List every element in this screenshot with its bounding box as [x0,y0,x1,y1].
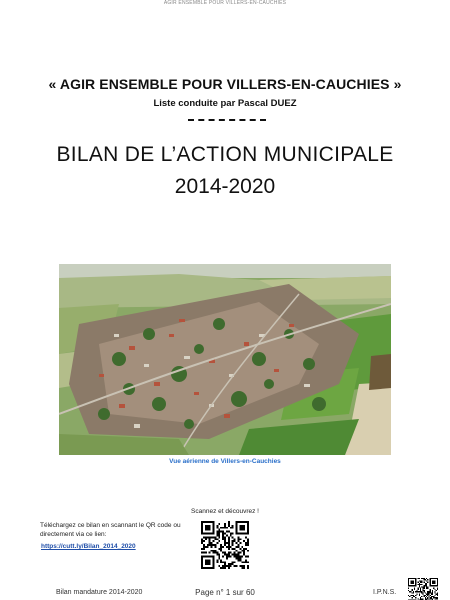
aerial-photo [59,264,391,455]
list-subtitle: Liste conduite par Pascal DUEZ [153,98,297,109]
footer-mandate: Bilan mandature 2014-2020 [56,589,143,596]
photo-caption: Vue aérienne de Villers-en-Cauchies [169,458,281,465]
list-name-title: « AGIR ENSEMBLE POUR VILLERS-EN-CAUCHIES » [48,76,402,92]
qr-code-icon[interactable] [201,521,249,569]
download-instructions: Téléchargez ce bilan en scannant le QR code ou directement via ce lien: [40,522,181,538]
document-years: 2014-2020 [174,175,276,198]
document-title: BILAN DE L’ACTION MUNICIPALE [56,143,394,166]
scan-label: Scannez et découvrez ! [191,508,259,515]
qr-code-small-icon [408,578,438,600]
bilan-link[interactable]: https://cutt.ly/Bilan_2014_2020 [41,543,136,550]
title-separator [188,119,266,121]
running-header: AGIR ENSEMBLE POUR VILLERS-EN-CAUCHIES [163,0,287,6]
footer-page-number: Page n° 1 sur 60 [195,588,255,597]
footer-ipns: I.P.N.S. [373,589,397,596]
